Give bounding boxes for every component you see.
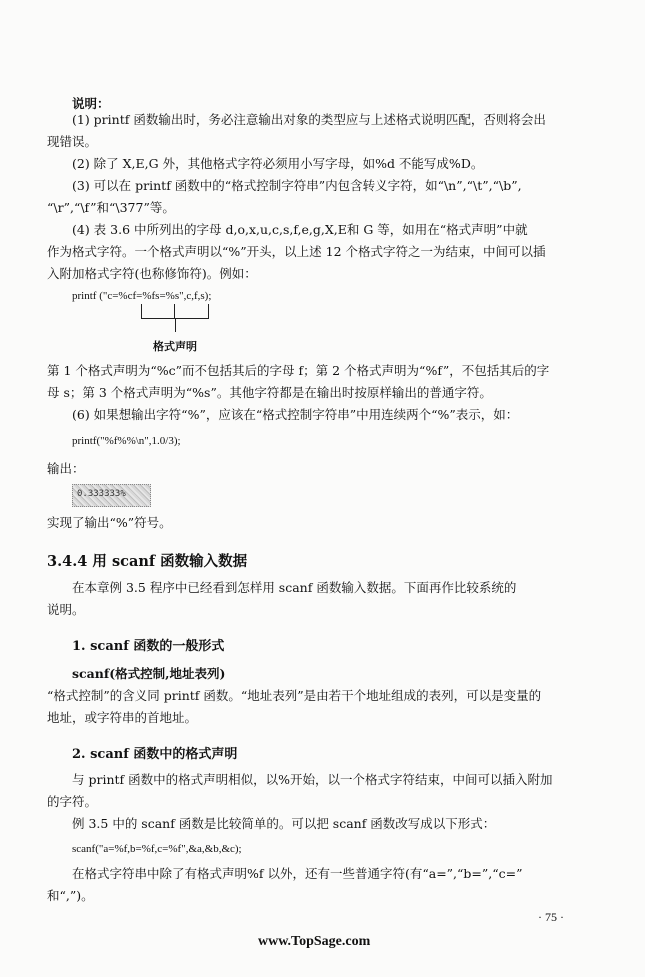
item4-line3: 入附加格式字符(也称修饰符)。例如： [47,266,257,281]
annotation-label: 格式声明 [153,340,197,353]
subsection-1-title: 1. scanf 函数的一般形式 [72,639,225,654]
item4-line1: (4) 表 3.6 中所列出的字母 d,o,x,u,c,s,f,e,g,X,E和 G 等，如用在“格式声明”中就 [72,222,528,237]
item1-line2: 现错误。 [47,134,98,149]
output-result: 实现了输出“%”符号。 [47,515,172,530]
decl-line2: 的字符。 [47,794,98,809]
output-screenshot [72,484,151,507]
item3-line2: “\r”,“\f”和“\377”等。 [47,200,175,215]
item1-line1: (1) printf 函数输出时，务必注意输出对象的类型应与上述格式说明匹配，否则将会出 [72,112,546,127]
last-line2: 和“,”)。 [47,888,94,903]
form-desc-line1: “格式控制”的含义同 printf 函数。“地址表列”是由若干个地址组成的表列，可以是变量的 [47,688,542,703]
output-label: 输出： [47,461,85,476]
decl-line1: 与 printf 函数中的格式声明相似，以%开始，以一个格式字符结束，中间可以插入附加 [72,772,553,787]
item2: (2) 除了 X,E,G 外，其他格式字符必须用小写字母，如%d 不能写成%D。 [72,156,484,171]
item6: (6) 如果想输出字符“%”，应该在“格式控制字符串”中用连续两个“%”表示，如： [72,407,519,422]
declaration-bracket [141,304,209,319]
code-example-1: printf ("c=%cf=%fs=%s",c,f,s); [72,290,212,302]
declaration-bracket-stub [174,304,175,318]
last-line1: 在格式字符串中除了有格式声明%f 以外，还有一些普通字符(有“a=”,“b=”,“c=” [72,866,523,881]
output-screenshot-text: 0.333333% [77,489,126,499]
code-example-2: printf("%f%%\n",1.0/3); [72,435,181,447]
form-desc-line2: 地址，或字符串的首地址。 [47,710,198,725]
declaration-pointer [175,318,176,332]
example-line: 例 3.5 中的 scanf 函数是比较简单的。可以把 scanf 函数改写成以下形式： [72,816,496,831]
code-example-3: scanf("a=%f,b=%f,c=%f",&a,&b,&c); [72,843,242,855]
intro-line2: 说明。 [47,602,85,617]
general-form: scanf(格式控制,地址表列) [72,666,226,681]
item3-line1: (3) 可以在 printf 函数中的“格式控制字符串”内包含转义字符，如“\n”,“\t”,“\b”, [72,178,522,193]
subsection-2-title: 2. scanf 函数中的格式声明 [72,747,238,762]
intro-line1: 在本章例 3.5 程序中已经看到怎样用 scanf 函数输入数据。下面再作比较系统的 [72,580,517,595]
item4-line2: 作为格式字符。一个格式声明以“%”开头，以上述 12 个格式字符之一为结束，中间可以插 [47,244,546,259]
explain-line2: 母 s；第 3 个格式声明为“%s”。其他字符都是在输出时按原样输出的普通字符。 [47,385,492,400]
footer-url[interactable]: www.TopSage.com [258,934,371,949]
section-title: 3.4.4 用 scanf 函数输入数据 [47,553,248,570]
note-label: 说明： [72,96,110,111]
page-number: · 75 · [538,910,564,924]
explain-line1: 第 1 个格式声明为“%c”而不包括其后的字母 f；第 2 个格式声明为“%f”，不包括其后的字 [47,363,550,378]
